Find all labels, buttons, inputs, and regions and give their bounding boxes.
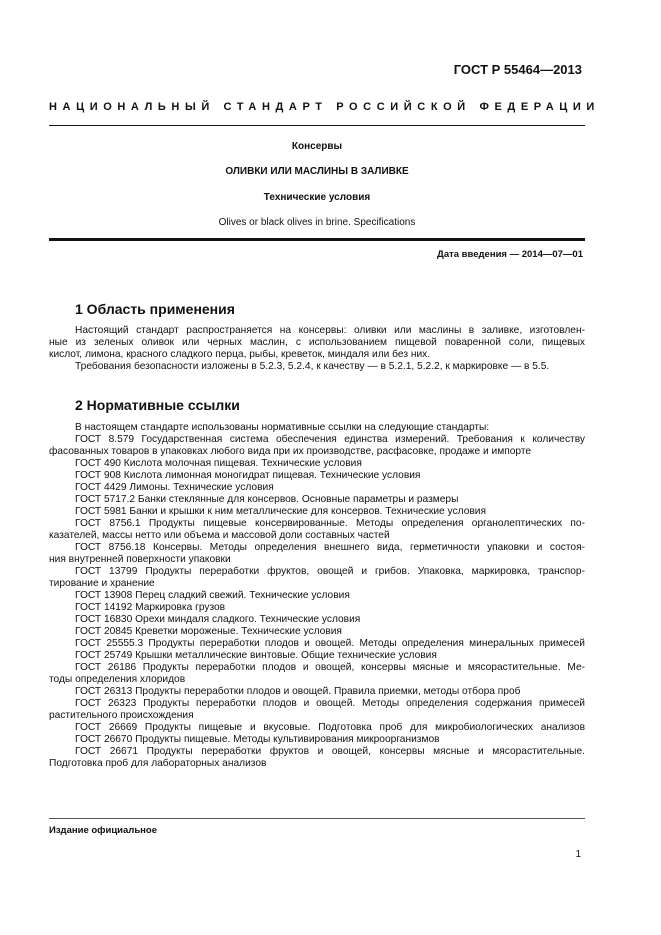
header-divider	[49, 125, 585, 126]
reference-line: Подготовка проб для лабораторных анализов	[49, 758, 267, 769]
reference-line: казателей, массы нетто или объема и массовой доли составных частей	[49, 530, 390, 541]
title-divider	[49, 238, 585, 241]
title-english: Olives or black olives in brine. Specifications	[218, 217, 416, 228]
reference-line: ГОСТ 5981 Банки и крышки к ним металлические для консервов. Технические условия	[75, 506, 486, 517]
reference-line: ГОСТ 20845 Креветки мороженые. Технические условия	[75, 626, 342, 637]
reference-line: ния внутренней поверхности упаковки	[49, 554, 231, 565]
title-main: ОЛИВКИ ИЛИ МАСЛИНЫ В ЗАЛИВКЕ	[225, 166, 409, 177]
reference-line: ГОСТ 13799 Продукты переработки фруктов, овощей и грибов. Упаковка, маркировка, транспор-	[75, 566, 585, 577]
reference-line: ГОСТ 490 Кислота молочная пищевая. Технические условия	[75, 458, 362, 469]
reference-line: тоды определения хлоридов	[49, 674, 186, 685]
reference-line: фасованных товаров в упаковках любого вида при их производстве, расфасовке, продаже и импорте	[49, 446, 532, 457]
reference-line: ГОСТ 26323 Продукты переработки плодов и овощей. Методы определения содержания примесей	[75, 698, 585, 709]
reference-line: ГОСТ 26671 Продукты переработки фруктов и овощей, консервы мясные и мясорастительные.	[75, 746, 585, 757]
edition-label: Издание официальное	[49, 825, 157, 836]
national-standard-title: НАЦИОНАЛЬНЫЙ СТАНДАРТ РОССИЙСКОЙ ФЕДЕРАЦИИ	[49, 101, 600, 113]
reference-line: ГОСТ 25749 Крышки металлические винтовые. Общие технические условия	[75, 650, 437, 661]
paragraph-line: В настоящем стандарте использованы нормативные ссылки на следующие стандарты:	[75, 422, 490, 433]
reference-line: ГОСТ 8.579 Государственная система обеспечения единства измерений. Требования к количеству	[75, 434, 585, 445]
paragraph-line: кислот, лимона, красного сладкого перца, рыбы, креветок, миндаля или без них.	[49, 349, 431, 360]
reference-line: ГОСТ 14192 Маркировка грузов	[75, 602, 226, 613]
reference-line: ГОСТ 13908 Перец сладкий свежий. Технические условия	[75, 590, 350, 601]
footer-divider	[49, 818, 585, 819]
reference-line: ГОСТ 16830 Орехи миндаля сладкого. Технические условия	[75, 614, 361, 625]
introduction-date: Дата введения — 2014—07—01	[437, 249, 583, 260]
reference-line: ГОСТ 5717.2 Банки стеклянные для консервов. Основные параметры и размеры	[75, 494, 459, 505]
reference-line: ГОСТ 908 Кислота лимонная моногидрат пищевая. Технические условия	[75, 470, 421, 481]
title-category: Консервы	[291, 141, 343, 152]
reference-line: ГОСТ 26669 Продукты пищевые и вкусовые. Подготовка проб для микробиологических анализов	[75, 722, 585, 733]
reference-line: ГОСТ 26670 Продукты пищевые. Методы культивирования микроорганизмов	[75, 734, 440, 745]
section-2-heading: 2 Нормативные ссылки	[75, 397, 240, 413]
reference-line: тирование и хранение	[49, 578, 155, 589]
section-1-heading: 1 Область применения	[75, 301, 235, 317]
section-2-body	[49, 422, 585, 770]
title-subtitle: Технические условия	[263, 192, 371, 203]
reference-line: ГОСТ 25555.3 Продукты переработки плодов и овощей. Методы определения минеральных примесей	[75, 638, 585, 649]
section-1-body	[49, 325, 585, 373]
reference-line: ГОСТ 8756.18 Консервы. Методы определения внешнего вида, герметичности упаковки и состоя-	[75, 542, 585, 553]
paragraph-line: Настоящий стандарт распространяется на консервы: оливки или маслины в заливке, изготовлен-	[75, 325, 585, 336]
reference-line: ГОСТ 26186 Продукты переработки плодов и овощей, консервы мясные и мясорастительные. Ме-	[75, 662, 585, 673]
page-number: 1	[575, 849, 581, 860]
paragraph-line: Требования безопасности изложены в 5.2.3, 5.2.4, к качеству — в 5.2.1, 5.2.2, к маркировке — в 5.5.	[75, 361, 550, 372]
document-code: ГОСТ Р 55464—2013	[453, 62, 582, 77]
reference-line: ГОСТ 4429 Лимоны. Технические условия	[75, 482, 274, 493]
reference-line: ГОСТ 8756.1 Продукты пищевые консервированные. Методы определения органолептических по-	[75, 518, 585, 529]
reference-line: ГОСТ 26313 Продукты переработки плодов и овощей. Правила приемки, методы отбора проб	[75, 686, 521, 697]
reference-line: растительного происхождения	[49, 710, 194, 721]
paragraph-line: ные из зеленых оливок или черных маслин, с использованием пищевой поваренной соли, пищевых	[49, 337, 585, 348]
